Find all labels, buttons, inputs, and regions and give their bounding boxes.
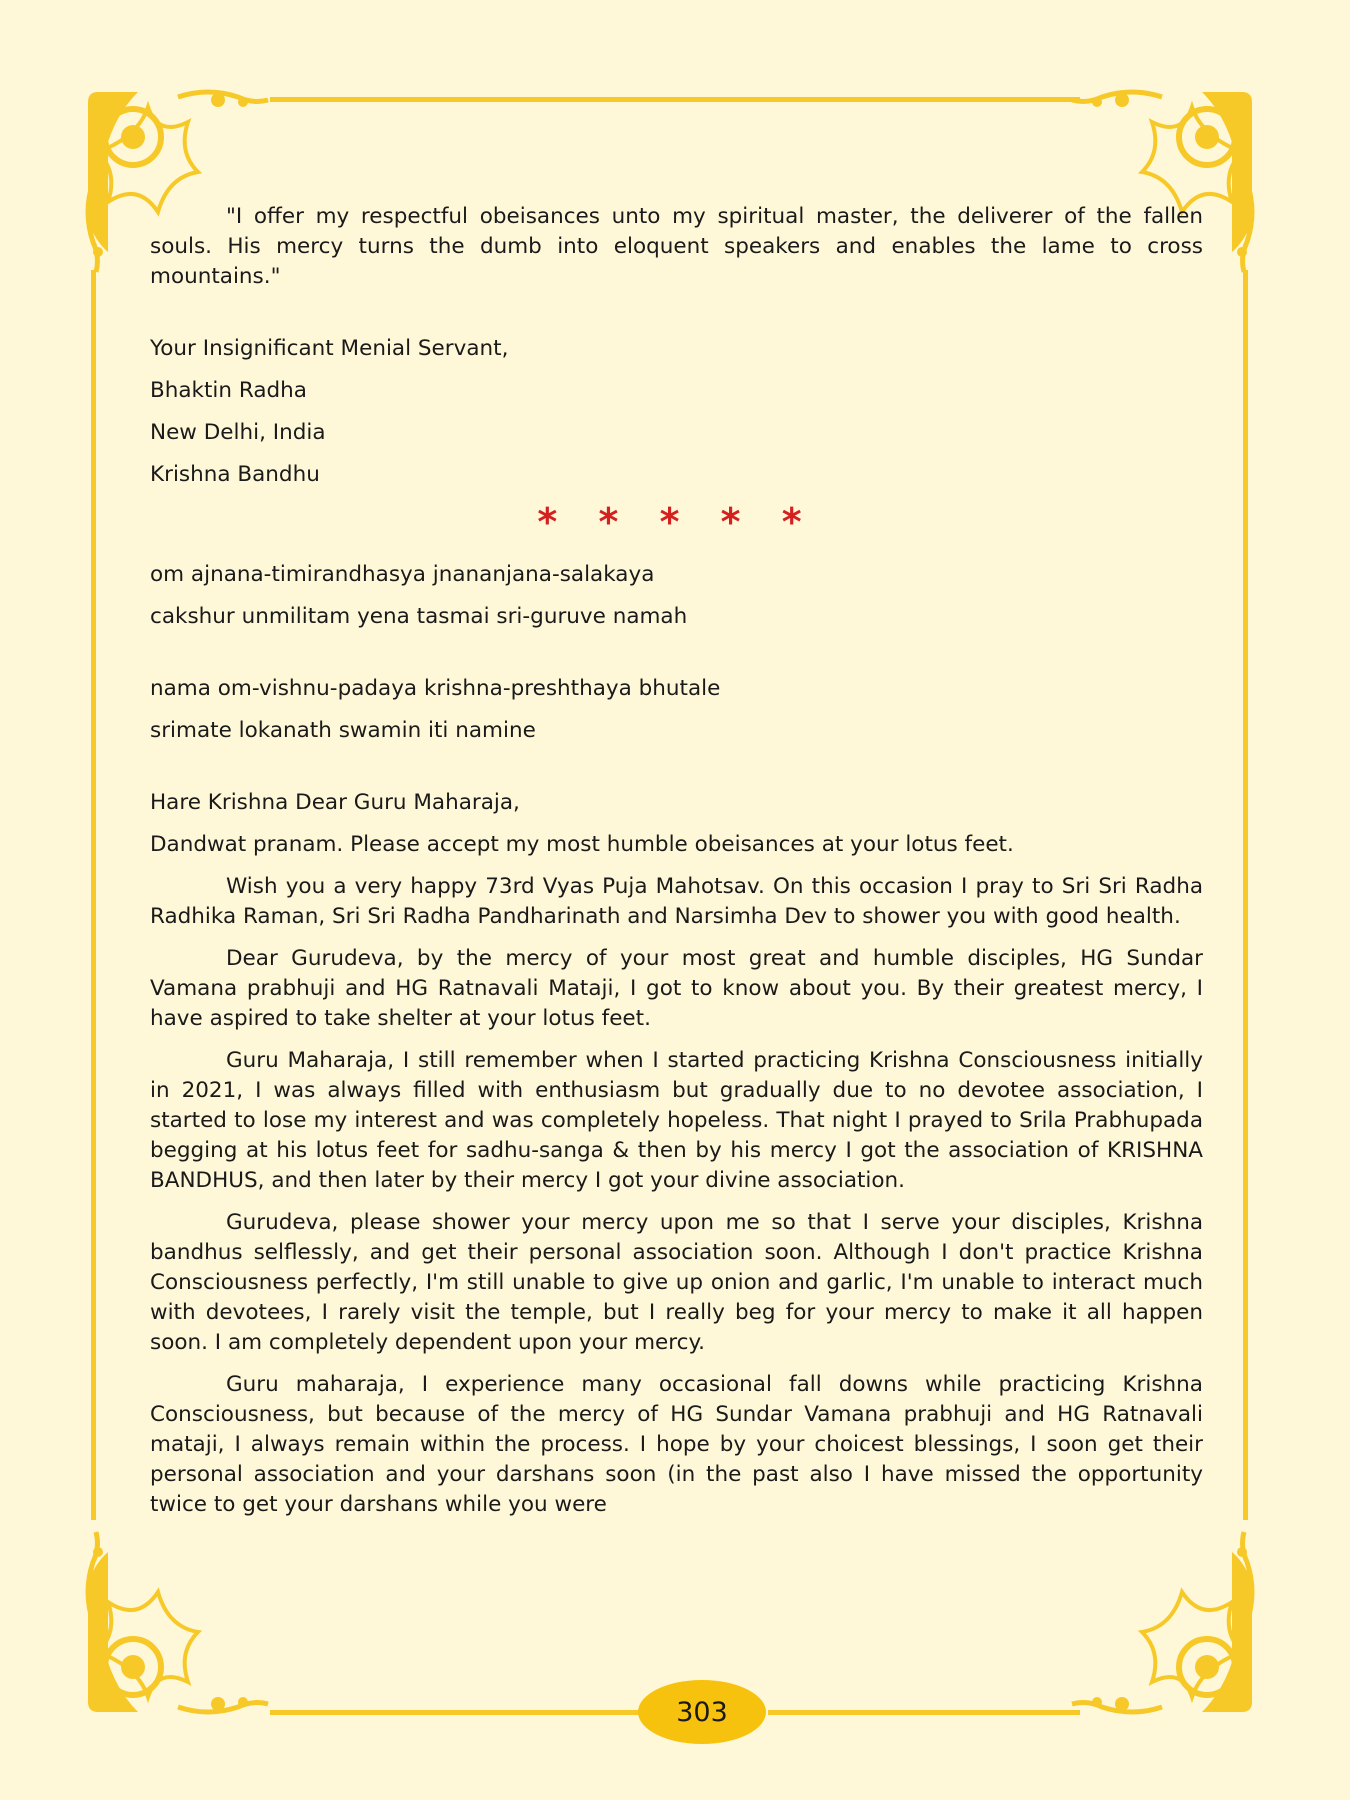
corner-ornament-icon — [1062, 1522, 1262, 1722]
page-number: 303 — [676, 1696, 728, 1728]
spacer — [150, 304, 1203, 334]
corner-ornament-icon — [78, 1522, 278, 1722]
border-bottom-line-left — [270, 1710, 640, 1715]
section-separator: * * * * * — [537, 500, 816, 544]
border-bottom-line-right — [768, 1710, 1080, 1715]
border-right-line — [1243, 270, 1248, 1520]
signature-group: Krishna Bandhu — [150, 462, 320, 487]
page-content — [150, 202, 1203, 1532]
letter-greeting: Dandwat pranam. Please accept my most humble obeisances at your lotus feet. — [150, 832, 1014, 857]
spacer — [150, 758, 1203, 788]
letter-salutation: Hare Krishna Dear Guru Maharaja, — [150, 790, 520, 815]
quote-paragraph: "I offer my respectful obeisances unto my spiritual master, the deliverer of the fallen souls. His mercy turns the dumb into eloquent speakers and enables the lame to cross mountains." — [150, 204, 1203, 289]
border-left-line — [91, 270, 96, 1520]
mantra-line: srimate lokanath swamin iti namine — [150, 718, 536, 743]
letter-paragraph: Gurudeva, please shower your mercy upon me so that I serve your disciples, Krishna bandhus selflessly, and get their personal association soon. Although I don't practice Krishna Consciousness perfectly, I'm still unable to give up onion and garlic, I'm unable to interact much with devotees, I rarely visit the temple, but I really beg for your mercy to make it all happen soon. I am completely dependent upon your mercy. — [150, 1210, 1203, 1355]
mantra-line: om ajnana-timirandhasya jnananjana-salakaya — [150, 562, 655, 587]
letter-paragraph: Wish you a very happy 73rd Vyas Puja Mahotsav. On this occasion I pray to Sri Sri Radha Radhika Raman, Sri Sri Radha Pandharinath and Narsimha Dev to shower you with good health. — [150, 874, 1203, 929]
signature-closing: Your Insignificant Menial Servant, — [150, 336, 509, 361]
spacer — [150, 644, 1203, 674]
mantra-line: nama om-vishnu-padaya krishna-preshthaya bhutale — [150, 676, 721, 701]
signature-location: New Delhi, India — [150, 420, 326, 445]
letter-paragraph: Dear Gurudeva, by the mercy of your most great and humble disciples, HG Sundar Vamana prabhuji and HG Ratnavali Mataji, I got to know about you. By their greatest mercy, I have aspired to take shelter at your lotus feet. — [150, 946, 1203, 1031]
page-number-badge — [638, 1680, 766, 1744]
signature-name: Bhaktin Radha — [150, 378, 307, 403]
mantra-line: cakshur unmilitam yena tasmai sri-guruve namah — [150, 604, 688, 629]
letter-paragraph: Guru maharaja, I experience many occasional fall downs while practicing Krishna Consciousness, but because of the mercy of HG Sundar Vamana prabhuji and HG Ratnavali mataji, I always remain within the process. I hope by your choicest blessings, I soon get their personal association and your darshans soon (in the past also I have missed the opportunity twice to get your darshans while you were — [150, 1372, 1203, 1517]
border-top-line — [270, 97, 1080, 102]
letter-paragraph: Guru Maharaja, I still remember when I started practicing Krishna Consciousness initially in 2021, I was always filled with enthusiasm but gradually due to no devotee association, I started to lose my interest and was completely hopeless. That night I prayed to Srila Prabhupada begging at his lotus feet for sadhu-sanga & then by his mercy I got the association of KRISHNA BANDHUS, and then later by their mercy I got your divine association. — [150, 1048, 1203, 1193]
